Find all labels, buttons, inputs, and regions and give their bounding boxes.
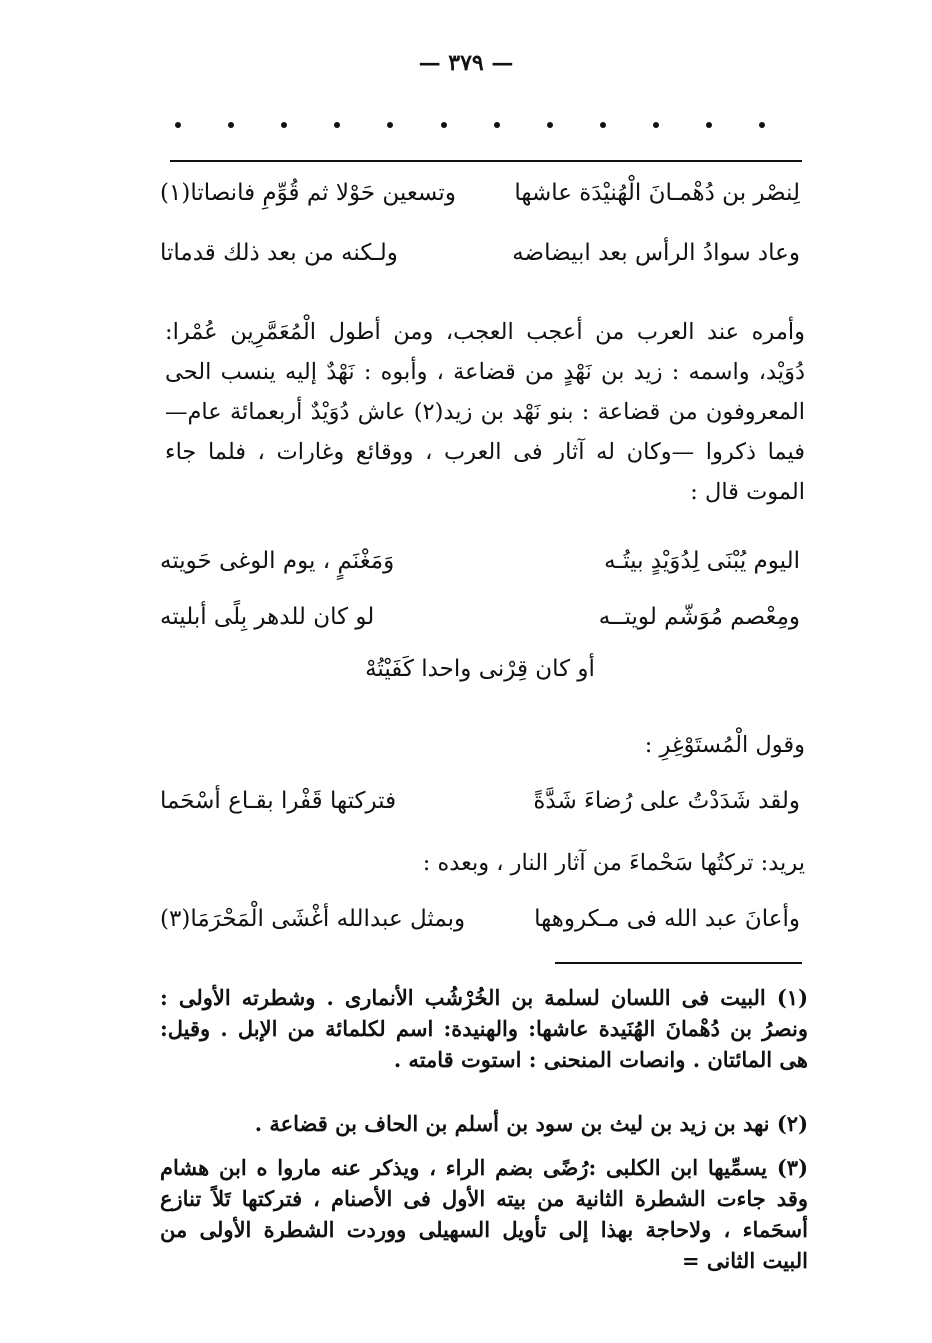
verse-line-single	[160, 656, 800, 682]
verse-line	[160, 788, 800, 814]
footnote: (٢) نهد بن زيد بن ليث بن سود بن أسلم بن الحاف بن قضاعة .	[254, 1111, 808, 1136]
hemistich-first: وعاد سوادُ الرأس بعد ابيضاضه	[512, 240, 800, 266]
page-number: — ٣٧٩ —	[418, 50, 514, 76]
separator-dot	[547, 122, 553, 128]
paragraph: وأمره عند العرب من أعجب العجب، ومن أطول الْمُعَمَّرِين عُمْرا: دُوَيْد، واسمه : زيد بن نَهْدٍ من قضاعة ، وأبوه : نَهْدٌ إليه ينسب الحى المعروفون من قضاعة : بنو نَهْد بن زيد(٢) عاش دُوَيْدٌ أربعمائة عام—فيما ذكروا —وكان له آثار فى العرب ، ووقائع وغارات ، فلما جاء الموت قال :	[165, 319, 805, 505]
separator-dot	[759, 122, 765, 128]
verse-line	[160, 240, 800, 266]
hemistich-first: ومِعْصم مُوَشّم لويتــه	[598, 604, 800, 630]
separator-dot	[228, 122, 234, 128]
intro-line: وقول الْمُستَوْغِرِ :	[644, 732, 805, 758]
top-rule	[170, 160, 802, 162]
hemistich-first: وأعانَ عبد الله فى مـكروهها	[534, 906, 800, 932]
hemistich-first: اليوم يُبْنَى لِدُوَيْدٍ بيتُـه	[604, 548, 800, 574]
hemistich-second: وتسعين حَوْلا ثم قُوِّمِ فانصاتا(١)	[160, 180, 456, 206]
verse-line	[160, 604, 800, 630]
hemistich-first: لِنصْر بن دُهْمـانَ الْهُنيْدَة عاشها	[514, 180, 800, 206]
separator-dot	[441, 122, 447, 128]
verse-text: أو كان قِرْنى واحدا كَفَيْتُهْ	[365, 656, 595, 682]
separator-dot	[600, 122, 606, 128]
hemistich-first: ولقد شَدَدْتُ على رُضاءَ شَدَّةً	[533, 788, 800, 814]
separator-dot	[281, 122, 287, 128]
verse-line	[160, 906, 800, 932]
hemistich-second: فتركتها قَفْرا بقـاع أسْحَما	[160, 788, 397, 814]
separator-dot	[334, 122, 340, 128]
separator-dots	[175, 122, 765, 128]
separator-dot	[706, 122, 712, 128]
hemistich-second: وبمثل عبدالله أغْشَى الْمَحْرَمَا(٣)	[160, 906, 466, 932]
footnote-rule	[555, 962, 802, 964]
footnote: (١) البيت فى اللسان لسلمة بن الخُرْشُب الأنمارى . وشطرته الأولى : ونصرُ بن دُهْمانَ الهُنَيدة عاشها: والهنيدة: اسم لكلمائة من الإبل . وقيل: هى المائتان . وانصات المنحنى : استوت قامته .	[160, 985, 808, 1072]
verse-line	[160, 180, 800, 206]
hemistich-second: ولـكنه من بعد ذلك قدماتا	[160, 240, 398, 266]
explanation-line: يريد: تركتُها سَحْماءَ من آثار النار ، وبعده :	[422, 850, 805, 876]
hemistich-second: وَمَغْنَمٍ ، يوم الوغى حَويته	[160, 548, 395, 574]
separator-dot	[387, 122, 393, 128]
separator-dot	[494, 122, 500, 128]
separator-dot	[653, 122, 659, 128]
verse-line	[160, 548, 800, 574]
footnote: (٣) يسمِّيها ابن الكلبى :رُضًى بضم الراء ، ويذكر عنه ماروا ه ابن هشام وقد جاءت الشطرة الثانية من بيته الأول فى الأصنام ، فتركتها تَلاً تنازع أسحَماء ، ولاحاجة بهذا إلى تأويل السهيلى ووردت الشطرة الأولى من البيت الثانى =	[160, 1155, 808, 1273]
separator-dot	[175, 122, 181, 128]
hemistich-second: لو كان للدهر بِلًى أبليته	[160, 604, 375, 630]
